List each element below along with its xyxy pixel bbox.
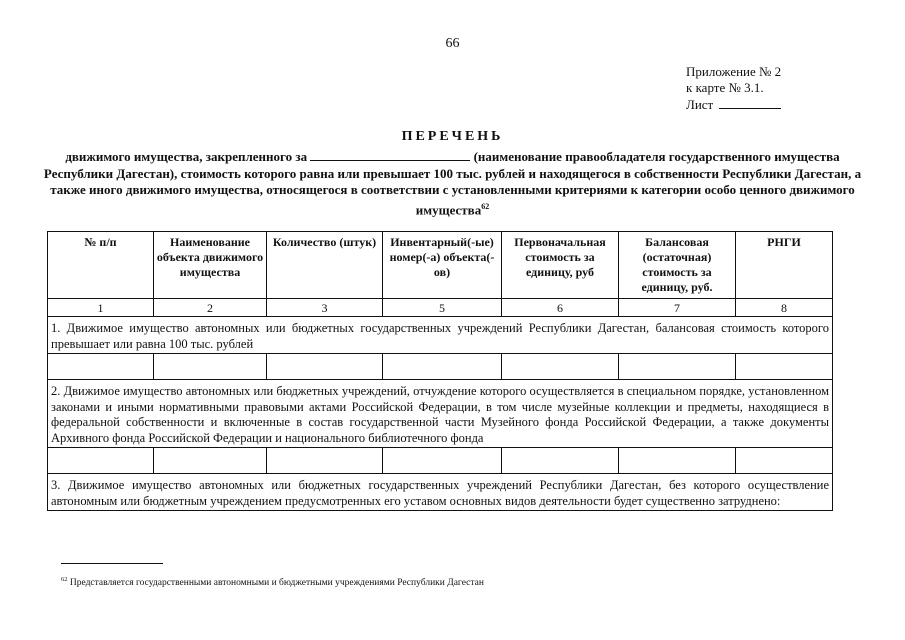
header-cell: Инвентарный(-ые) номер(-а) объекта(-ов): [383, 232, 502, 299]
table-cell: [383, 354, 502, 380]
table-cell: [619, 448, 736, 474]
table-cell: [267, 448, 383, 474]
column-number-row: [48, 299, 833, 317]
table-cell: [48, 448, 154, 474]
column-number: 3: [267, 299, 383, 317]
table-cell: [736, 354, 833, 380]
appendix-card-line: к карте № 3.1.: [686, 80, 764, 95]
appendix-sheet-line: [686, 96, 781, 113]
section-heading: 1. Движимое имущество автономных или бюджетных государственных учреждений Республики Дагестан, балансовая стоимость которого превышает или равна 100 тыс. рублей: [48, 317, 833, 354]
table-cell: [48, 354, 154, 380]
document-subtitle: [40, 148, 865, 218]
sheet-blank-field: [719, 96, 781, 109]
holder-blank-field: [310, 148, 470, 161]
column-number: 5: [383, 299, 502, 317]
table-cell: [383, 448, 502, 474]
column-number: 1: [48, 299, 154, 317]
table-cell: [267, 354, 383, 380]
header-cell: Первоначальная стоимость за единицу, руб: [502, 232, 619, 299]
footnote-number: 62: [61, 576, 68, 583]
page-number: 66: [445, 36, 460, 51]
footnote-ref: 62: [481, 201, 490, 211]
table-cell: [619, 354, 736, 380]
column-number: 6: [502, 299, 619, 317]
section-row: [48, 317, 833, 354]
header-cell: Количество (штук): [267, 232, 383, 299]
table-cell: [502, 448, 619, 474]
section-heading: 3. Движимое имущество автономных или бюджетных государственных учреждений Республики Дагестан, без которого осуществление автономным или бюджетным учреждением предусмотренных его уставом основных видов деятельности будет существенно затруднено:: [48, 474, 833, 511]
footnote: [61, 576, 484, 588]
header-cell: РНГИ: [736, 232, 833, 299]
table-cell: [154, 448, 267, 474]
subtitle-part-2: (наименование правообладателя государственного имущества Республики Дагестан), стоимость которого равна или превышает 100 тыс. рублей и находящегося в собственности Республики Дагестан, а также иного движимого имущества, относящегося в соответствии с установленными критериями к категории особо ценного движимого имущества: [43, 149, 862, 217]
column-number: 7: [619, 299, 736, 317]
column-number: 2: [154, 299, 267, 317]
document-title: ПЕРЕЧЕНЬ: [401, 129, 504, 144]
table-row: [48, 354, 833, 380]
table-cell: [736, 448, 833, 474]
table-cell: [502, 354, 619, 380]
footnote-text: Представляется государственными автономными и бюджетными учреждениями Республики Дагестан: [69, 578, 484, 589]
section-row: [48, 474, 833, 511]
header-row: [48, 232, 833, 299]
subtitle-part-1: движимого имущества, закрепленного за: [65, 149, 311, 164]
section-row: [48, 380, 833, 448]
footnote-separator: [61, 563, 163, 564]
table-cell: [154, 354, 267, 380]
column-number: 8: [736, 299, 833, 317]
header-cell: № п/п: [48, 232, 154, 299]
appendix-line: Приложение № 2: [686, 64, 782, 79]
property-table: [47, 231, 833, 511]
header-cell: Наименование объекта движимого имущества: [154, 232, 267, 299]
sheet-label: Лист: [686, 97, 714, 112]
table-row: [48, 448, 833, 474]
appendix-block: [686, 64, 781, 113]
header-cell: Балансовая (остаточная) стоимость за единицу, руб.: [619, 232, 736, 299]
section-heading: 2. Движимое имущество автономных или бюджетных учреждений, отчуждение которого осуществляется в специальном порядке, установленном законами и иными нормативными правовыми актами Российской Федерации, в том числе музейные коллекции и предметы, находящиеся в федеральной собственности и включенные в состав государственной части Музейного фонда Российской Федерации, а также документы Архивного фонда Российской Федерации и национального библиотечного фонда: [48, 380, 833, 448]
